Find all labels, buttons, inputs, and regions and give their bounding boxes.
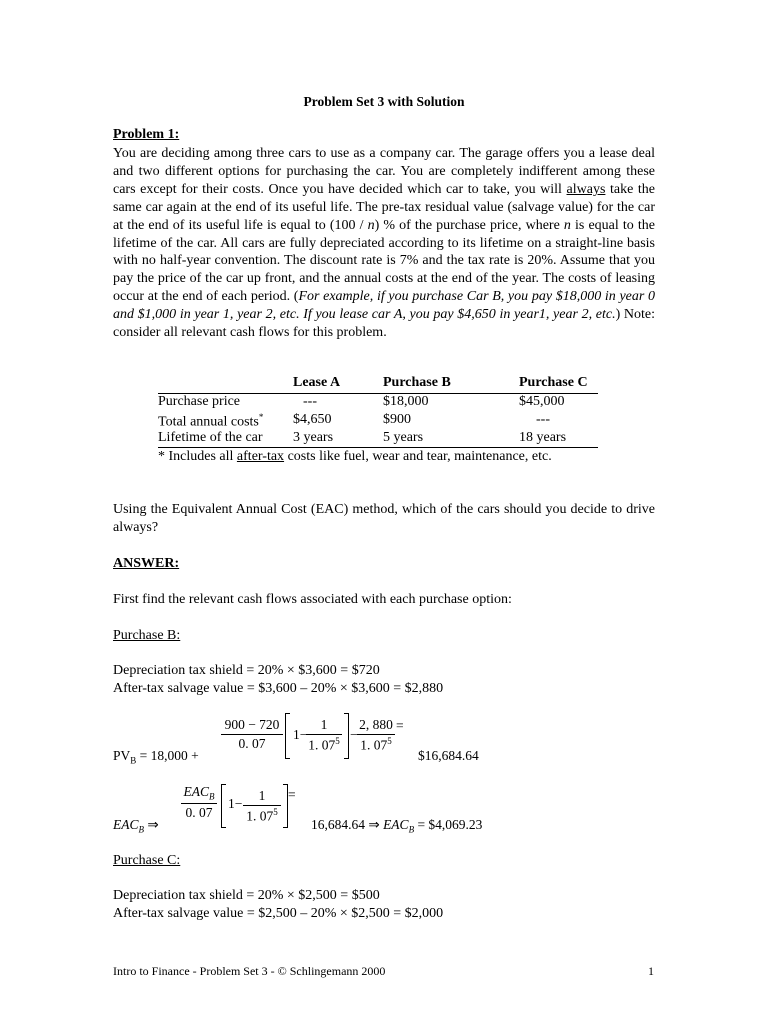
eac-result-value: = $4,069.23: [414, 817, 483, 832]
fraction-bar: [306, 734, 342, 735]
cell: $45,000: [519, 394, 565, 409]
footnote-text: costs like fuel, wear and tear, maintenance, etc.: [284, 449, 552, 464]
fraction-denominator: 0. 07: [238, 736, 266, 751]
problem-text-part: ) Note: consider all relevant cash flows for this problem.: [113, 307, 656, 341]
cell: $4,650: [293, 412, 332, 427]
variable-n: n: [563, 217, 571, 233]
always-emphasis: always: [566, 181, 606, 197]
table-header-purchase-c: Purchase C: [519, 375, 588, 390]
document-title: Problem Set 3 with Solution: [303, 94, 465, 109]
den-exponent: 5: [273, 807, 278, 817]
pv-sub: B: [130, 755, 137, 766]
footnote-underlined: after-tax: [236, 449, 285, 464]
den-exponent: 5: [335, 736, 340, 746]
bracket-right: [344, 713, 349, 759]
eac-num-sub: B: [209, 791, 215, 802]
table-header-purchase-b: Purchase B: [383, 375, 451, 390]
fraction-denominator: 0. 07: [185, 804, 213, 820]
eac-sub: B: [138, 824, 144, 835]
den-exponent: 5: [387, 736, 392, 746]
problem-heading: Problem 1:: [113, 127, 180, 142]
purchase-c-tax-shield: Depreciation tax shield = 20% × $2,500 = $500: [113, 888, 380, 903]
cell: 18 years: [519, 430, 567, 445]
pv-value: $16,684.64: [418, 748, 479, 763]
eac-num-text: EAC: [183, 784, 209, 799]
example-text: For example, if you purchase Car B, you pay $18,000 in year 0 and $1,000 in year 1, year 2, etc. If you lease car A, you pay $4,650 in year1, year 2, etc.: [113, 289, 655, 323]
page-number: 1: [648, 964, 654, 978]
implies-arrow: ⇒: [144, 817, 159, 832]
fraction-bar: [221, 734, 283, 735]
cell: $900: [383, 412, 411, 427]
footer-text: Intro to Finance - Problem Set 3 - © Schlingemann 2000: [113, 964, 386, 978]
eac-result-label: EAC: [383, 817, 409, 832]
pv-label-text: PV: [113, 748, 131, 763]
eac-result-pre: 16,684.64 ⇒: [311, 817, 384, 832]
cell: $18,000: [383, 394, 429, 409]
purchase-c-heading: Purchase C:: [113, 853, 181, 868]
one-minus: 1−: [228, 796, 243, 811]
row-label: Purchase price: [158, 394, 241, 409]
footnote-text: * Includes all: [158, 449, 237, 464]
eac-result-sub: B: [408, 824, 415, 835]
fraction-bar: [357, 734, 395, 735]
fraction-numerator: 1: [258, 788, 266, 803]
question-text: Using the Equivalent Annual Cost (EAC) method, which of the cars should you decide to drive always?: [113, 502, 655, 535]
answer-intro: First find the relevant cash flows associated with each purchase option:: [113, 592, 512, 607]
equals-sign: =: [396, 718, 404, 733]
fraction-salvage: [357, 717, 395, 754]
fraction-numerator: 900 − 720: [224, 717, 280, 732]
fraction-discount: [306, 717, 342, 754]
purchase-c-salvage: After-tax salvage value = $2,500 – 20% × $2,500 = $2,000: [113, 906, 444, 921]
fraction-numerator: 1: [320, 717, 328, 732]
purchase-b-salvage: After-tax salvage value = $3,600 – 20% × $3,600 = $2,880: [113, 681, 444, 696]
purchase-b-tax-shield: Depreciation tax shield = 20% × $3,600 = $720: [113, 663, 380, 678]
cell: 5 years: [383, 430, 424, 445]
minus-sign: −: [350, 727, 358, 742]
bracket-left: [285, 713, 290, 759]
problem-text-part: ) % of the purchase price, where: [374, 217, 564, 233]
fraction-numerator: 2, 880: [359, 717, 393, 732]
cell: ---: [303, 394, 317, 409]
row-label-text: Total annual costs: [158, 414, 259, 430]
fraction-annual: [221, 717, 283, 752]
equals-sign: =: [288, 787, 296, 802]
eac-label-text: EAC: [113, 817, 139, 832]
pv-eq-text: = 18,000 +: [136, 748, 199, 763]
fraction-denominator: [357, 736, 395, 754]
fraction-denominator: [306, 736, 342, 754]
row-label: Lifetime of the car: [158, 430, 263, 445]
den-base: 1. 07: [308, 737, 336, 753]
problem-text-part: take the same car again at the end of its useful life. The pre-tax residual value (salvage value) for the car at the end of its useful life is equal to (100 /: [113, 181, 656, 233]
pv-b-label: [113, 748, 199, 766]
one-minus: 1−: [293, 727, 308, 742]
den-base: 1. 07: [246, 808, 274, 824]
problem-text-part: You are deciding among three cars to use as a company car. The garage offers you a lease deal and two different options for purchasing the car. You are completely indifferent among these cars except for their costs. Once you have decided which car to take, you will: [113, 146, 655, 197]
cell: ---: [536, 412, 550, 427]
den-base: 1. 07: [360, 737, 388, 753]
problem-text-part: is equal to the lifetime of the car. All cars are fully depreciated according to its lifetime on a straight-line basis with no half-year convention. The discount rate is 7% and the tax rate is 20%. Assume that you pay the price of the car up front, and the annual costs at the end of the year. The costs of leasing occur at the end of each period. (: [113, 217, 655, 305]
table-header-lease-a: Lease A: [293, 375, 341, 390]
cell: 3 years: [293, 430, 334, 445]
purchase-b-heading: Purchase B:: [113, 628, 181, 643]
footnote-marker: *: [258, 412, 264, 422]
answer-heading: ANSWER:: [113, 556, 180, 571]
variable-n: n: [367, 217, 375, 233]
